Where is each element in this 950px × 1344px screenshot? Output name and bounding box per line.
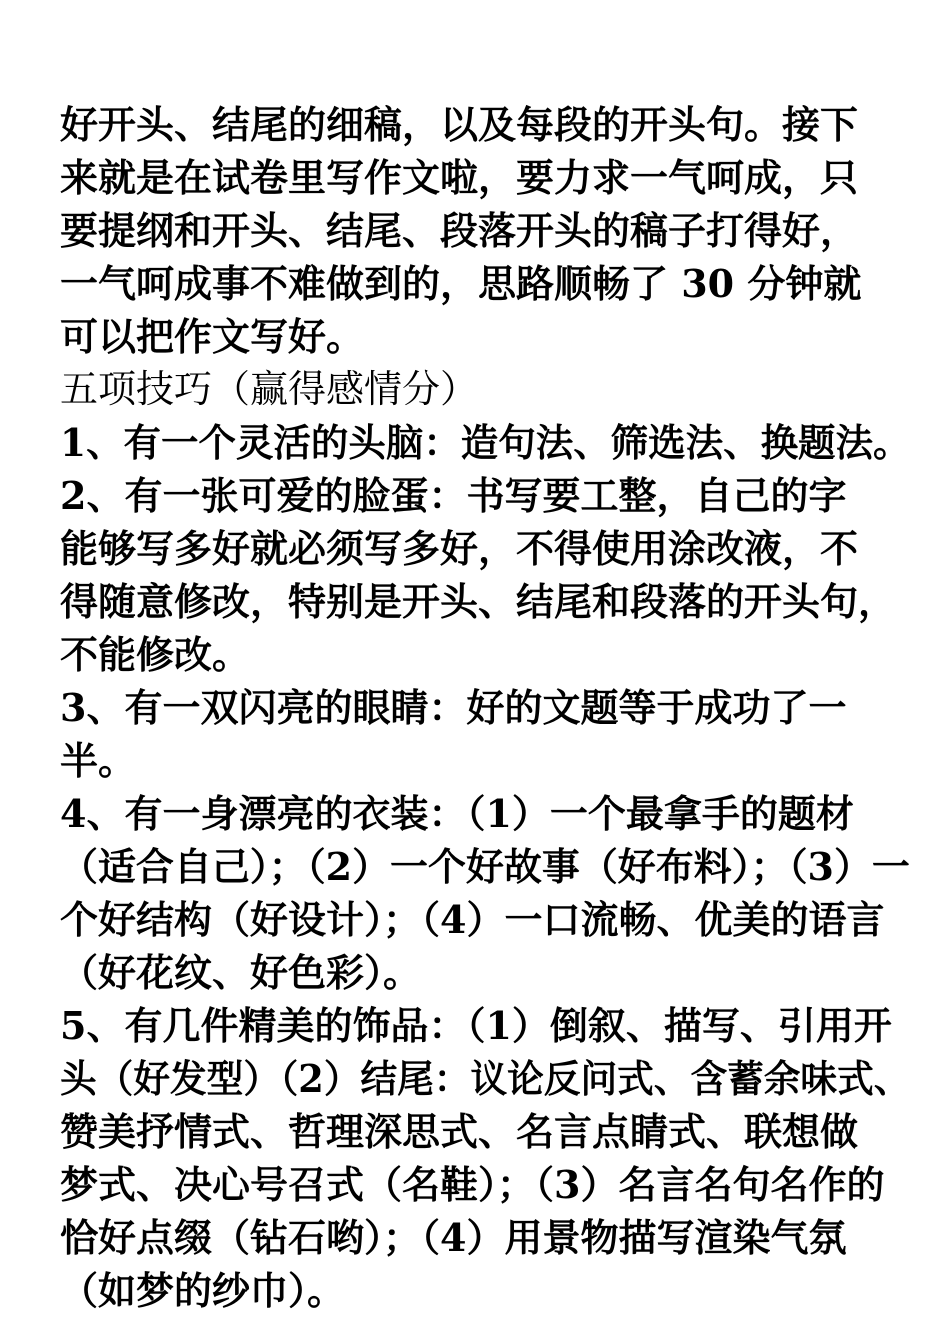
text-line: 能够写多好就必须写多好，不得使用涂改液，不	[60, 526, 859, 571]
text-line: （适合自己）；（2）一个好故事（好布料）；（3）一	[60, 844, 910, 889]
text-line: 要提纲和开头、结尾、段落开头的稿子打得好，	[60, 208, 859, 253]
text-line: 不能修改。	[60, 632, 251, 677]
document-body	[60, 98, 910, 1317]
text-line: 得随意修改，特别是开头、结尾和段落的开头句，	[60, 579, 897, 624]
tip-1: 1、有一个灵活的头脑：造句法、筛选法、换题法。	[60, 420, 911, 465]
text-line: 可以把作文写好。	[60, 314, 365, 359]
section-heading: 五项技巧（赢得感情分）	[60, 367, 479, 411]
text-line: 来就是在试卷里写作文啦，要力求一气呵成，只	[60, 155, 859, 200]
text-line: （如梦的纱巾）。	[60, 1268, 346, 1313]
tip-2: 2、有一张可爱的脸蛋：书写要工整，自己的字	[60, 473, 847, 518]
text-line: 一气呵成事不难做到的，思路顺畅了 30 分钟就	[60, 261, 862, 306]
tip-3: 3、有一双闪亮的眼睛：好的文题等于成功了一	[60, 685, 847, 730]
tip-5: 5、有几件精美的饰品：（1）倒叙、描写、引用开	[60, 1003, 892, 1048]
tip-4: 4、有一身漂亮的衣装：（1）一个最拿手的题材	[60, 791, 854, 836]
text-line: 个好结构（好设计）；（4）一口流畅、优美的语言	[60, 897, 885, 942]
text-line: 赞美抒情式、哲理深思式、名言点睛式、联想做	[60, 1109, 859, 1154]
text-line: 半。	[60, 738, 137, 783]
text-line: 好开头、结尾的细稿，以及每段的开头句。接下	[60, 102, 859, 147]
text-line: 恰好点缀（钻石哟）；（4）用景物描写渲染气氛	[60, 1215, 847, 1260]
text-line: 梦式、决心号召式（名鞋）；（3）名言名句名作的	[60, 1162, 885, 1207]
text-line: 头（好发型）（2）结尾：议论反问式、含蓄余味式、	[60, 1056, 911, 1101]
text-line: （好花纹、好色彩）。	[60, 950, 422, 995]
